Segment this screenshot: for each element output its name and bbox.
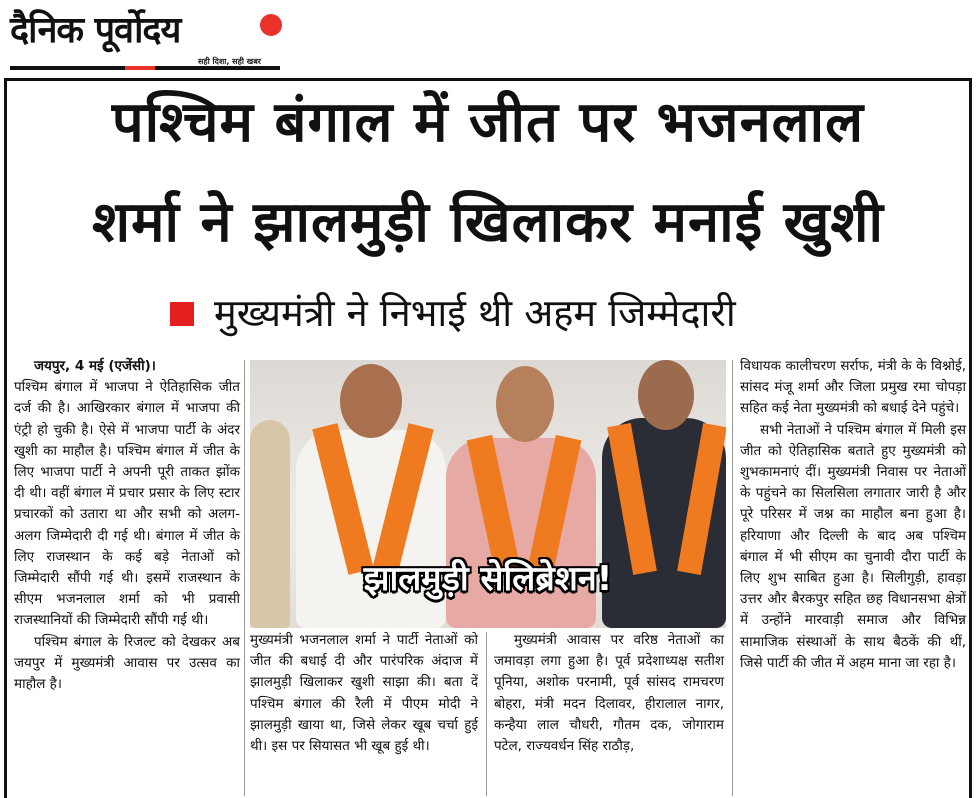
masthead bbox=[0, 0, 976, 78]
photo-caption bbox=[250, 558, 726, 600]
logo-dot-icon bbox=[260, 14, 282, 36]
person-head bbox=[340, 364, 402, 438]
person-head bbox=[638, 360, 694, 430]
newspaper-logo: दैनिक पूर्वोदय bbox=[10, 10, 181, 51]
column-2 bbox=[250, 630, 478, 757]
headline-line-2: शर्मा ने झालमुड़ी खिलाकर मनाई खुशी bbox=[91, 190, 885, 255]
column-1 bbox=[14, 356, 240, 695]
headline-line-1: पश्चिम बंगाल में जीत पर भजनलाल bbox=[111, 90, 865, 155]
column-4 bbox=[740, 356, 966, 674]
paragraph: पश्चिम बंगाल के रिजल्ट को देखकर अब जयपुर में मुख्यमंत्री आवास पर उत्सव का माहौल है। bbox=[14, 633, 240, 693]
column-divider bbox=[244, 360, 245, 796]
paragraph: सभी नेताओं ने पश्चिम बंगाल में मिली इस जीत को ऐतिहासिक बताते हुए मुख्यमंत्री को शुभकामनाएं दीं। मुख्यमंत्री निवास पर नेताओं के पहुंचने का सिलसिला लगातार जारी है और पूरे परिसर में जश्न का माहौल बना हुआ है। हरियाणा और दिल्ली के बाद अब पश्चिम बंगाल में भी सीएम का चुनावी दौरा पार्टी के लिए शुभ साबित हुआ है। सिलीगुड़ी, हावड़ा उत्तर और बैरकपुर सहित छह विधानसभा क्षेत्रों में उन्होंने मारवाड़ी समाज और विभिन्न सामाजिक संस्थाओं के साथ बैठकें की थीं, जिसे पार्टी की जीत में अहम माना जा रहा है। bbox=[740, 421, 966, 671]
paragraph: मुख्यमंत्री भजनलाल शर्मा ने पार्टी नेताओं को जीत की बधाई दी और पारंपरिक अंदाज में झालमुड़ी खिलाकर खुशी साझा की। बता दें पश्चिम बंगाल की रैली में पीएम मोदी ने झालमुड़ी खाया था, जिसे लेकर खूब चर्चा हुई थी। इस पर सियासत भी खूब हुई थी। bbox=[250, 632, 478, 755]
article-photo bbox=[250, 360, 726, 628]
paragraph: मुख्यमंत्री आवास पर वरिष्ठ नेताओं का जमावड़ा लगा हुआ है। पूर्व प्रदेशाध्यक्ष सतीश पूनिया, अशोक परनामी, पूर्व सांसद रामचरण बोहरा, मंत्री मदन दिलावर, हीरालाल नागर, कन्हैया लाल चौधरी, गौतम दक, जोगाराम पटेल, राज्यवर्धन सिंह राठौड़, bbox=[494, 632, 724, 755]
subhead-square-icon bbox=[170, 302, 194, 326]
photo-caption-text: झालमुड़ी सेलिब्रेशन! bbox=[363, 559, 613, 599]
dateline: जयपुर, 4 मई (एजेंसी)। bbox=[34, 358, 156, 374]
tagline: सही दिशा, सही खबर bbox=[198, 57, 262, 66]
subheadline: मुख्यमंत्री ने निभाई थी अहम जिम्मेदारी bbox=[214, 291, 736, 335]
person-head bbox=[496, 366, 554, 442]
headline bbox=[4, 90, 972, 256]
column-3 bbox=[494, 630, 724, 757]
paragraph: पश्चिम बंगाल में भाजपा ने ऐतिहासिक जीत दर्ज की है। आखिरकार बंगाल में भाजपा की एंट्री हो चुकी है। ऐसे में भाजपा पार्टी के अंदर खुशी का माहौल है। पश्चिम बंगाल में जीत के लिए भाजपा पार्टी ने अपनी पूरी ताकत झोंक दी थी। वहीं बंगाल में प्रचार प्रसार के लिए स्टार प्रचारकों को उतारा था और सभी को अलग-अलग जिम्मेदारी दी गई थी। बंगाल में जीत के लिए राजस्थान के कई बड़े नेताओं को जिम्मेदारी सौंपी गई थी। इसमें राजस्थान के सीएम भजनलाल शर्मा को भी प्रवासी राजस्थानियों की जिम्मेदारी सौंपी गई थी। bbox=[14, 379, 240, 629]
column-divider bbox=[732, 360, 733, 796]
paragraph: विधायक कालीचरण सर्राफ, मंत्री के के विश्नोई, सांसद मंजू शर्मा और जिला प्रमुख रमा चोपड़ा सहित कई नेता मुख्यमंत्री को बधाई देने पहुंचे। bbox=[740, 358, 966, 417]
logo-rule-accent bbox=[125, 66, 155, 70]
column-divider bbox=[486, 632, 487, 796]
